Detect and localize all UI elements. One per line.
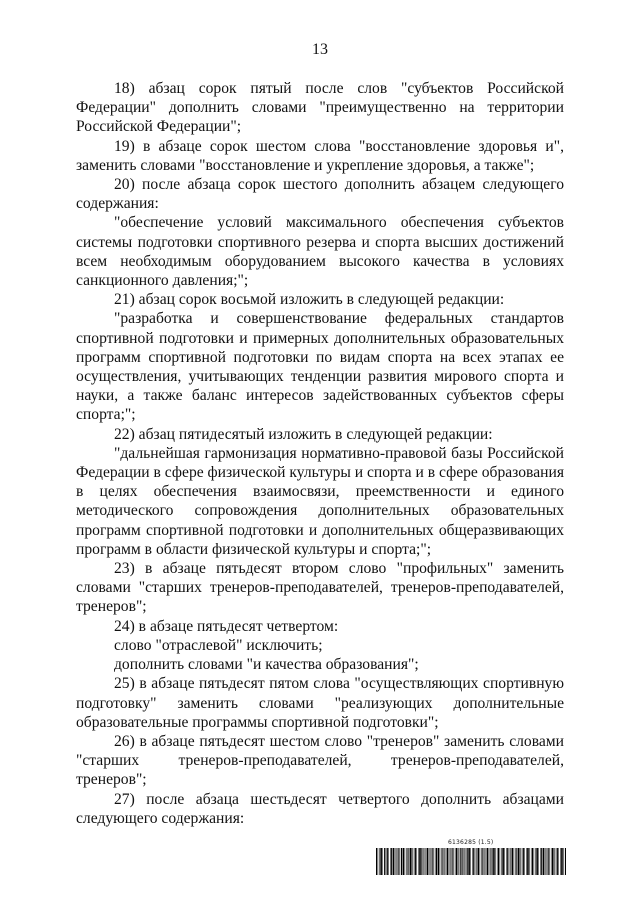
barcode-bar: [450, 848, 451, 875]
barcode-bar: [545, 848, 546, 875]
barcode-bar: [489, 848, 490, 875]
document-body: [76, 79, 564, 828]
paragraph-18: 18) абзац сорок пятый после слов "субъектов Российской Федерации" дополнить словами "преимущественно на территории Российской Федерации";: [76, 80, 564, 136]
barcode-bar: [455, 848, 456, 875]
barcode-bar: [462, 848, 463, 875]
barcode-bar: [378, 848, 379, 875]
barcode-bar: [486, 848, 487, 875]
barcode-bar: [399, 848, 400, 875]
barcode-bar: [520, 848, 521, 875]
barcode-bar: [473, 848, 474, 875]
barcode-bar: [477, 848, 479, 875]
barcode-bar: [509, 848, 510, 875]
barcode-bar: [487, 848, 489, 875]
barcode-bar: [516, 848, 517, 875]
barcode-bar: [386, 848, 387, 875]
barcode-bar: [452, 848, 453, 875]
barcode-bar: [407, 848, 408, 875]
barcode-bar: [506, 848, 507, 875]
barcode-bar: [493, 848, 495, 875]
barcode-bar: [540, 848, 541, 875]
barcode-bar: [453, 848, 454, 875]
barcode-bar: [403, 848, 404, 875]
barcode-bar: [557, 848, 558, 875]
barcode-bar: [415, 848, 416, 875]
barcode-bar: [433, 848, 434, 875]
barcode-bar: [470, 848, 471, 875]
barcode-bar: [514, 848, 515, 875]
barcode-bar: [561, 848, 563, 875]
barcode-bar: [410, 848, 412, 875]
barcode-bar: [497, 848, 498, 875]
barcode-bar: [416, 848, 417, 875]
barcode-bar: [456, 848, 458, 875]
barcode-bar: [388, 848, 389, 875]
barcode-bar: [501, 848, 502, 875]
barcode-bar: [376, 848, 377, 875]
barcode-bar: [515, 848, 516, 875]
barcode-bar: [397, 848, 398, 875]
barcode-bar: [467, 848, 468, 875]
barcode-bar: [380, 848, 382, 875]
barcode-bar: [482, 848, 483, 875]
paragraph-21-quote: "разработка и совершенствование федеральных стандартов спортивной подготовки и примерных дополнительных образовательных программ спортивной подготовки по видам спорта на всех этапах ее осуществления, учитывающих тенденции развития мирового спорта и науки, а также баланс интересов задействованных субъектов сферы спорта;";: [76, 310, 564, 424]
barcode-bar: [461, 848, 462, 875]
barcode-bar: [405, 848, 406, 875]
barcode-bar: [531, 848, 532, 875]
barcode-bar: [527, 848, 529, 875]
barcode-bar: [490, 848, 491, 875]
barcode-bar: [476, 848, 477, 875]
barcode-bar: [423, 848, 424, 875]
barcode-bar: [500, 848, 501, 875]
barcode-bar: [558, 848, 559, 875]
barcode-bar: [432, 848, 433, 875]
barcode-bar: [518, 848, 520, 875]
barcode-bar: [379, 848, 380, 875]
barcode-bar: [498, 848, 499, 875]
barcode-bar: [536, 848, 538, 875]
barcode-bar: [547, 848, 548, 875]
barcode-bar: [534, 848, 535, 875]
barcode-bar: [475, 848, 476, 875]
barcode-bar: [460, 848, 461, 875]
barcode-bar: [524, 848, 525, 875]
barcode-bar: [466, 848, 467, 875]
barcode-bar: [492, 848, 493, 875]
paragraph-22: 22) абзац пятидесятый изложить в следующей редакции:: [114, 425, 493, 443]
barcode-bar: [563, 848, 564, 875]
barcode-bar: [548, 848, 549, 875]
barcode-bar: [532, 848, 533, 875]
paragraph-24-item-2: дополнить словами "и качества образования";: [114, 656, 419, 674]
paragraph-22-quote: "дальнейшая гармонизация нормативно-правовой базы Российской Федерации в сфере физической культуры и спорта и в сфере образования в целях обеспечения взаимосвязи, преемственности и единого методического сопровождения дополнительных образовательных программ спортивной подготовки и дополнительных общеразвивающих программ в области физической культуры и спорта;";: [76, 444, 564, 558]
paragraph-27: 27) после абзаца шестьдесят четвертого дополнить абзацами следующего содержания:: [76, 790, 564, 827]
paragraph-24: 24) в абзаце пятьдесят четвертом:: [114, 617, 339, 635]
barcode-bar: [442, 848, 443, 875]
barcode-bar: [418, 848, 419, 875]
barcode-bar: [406, 848, 407, 875]
barcode-bar: [393, 848, 395, 875]
barcode-bar: [565, 848, 566, 875]
barcode-bar: [441, 848, 442, 875]
barcode-bar: [541, 848, 542, 875]
barcode-bar: [511, 848, 513, 875]
barcode-bar: [401, 848, 403, 875]
paragraph-26: 26) в абзаце пятьдесят шестом слово "тренеров" заменить словами "старших тренеров-преподавателей, тренеров-преподавателей, тренеров";: [76, 732, 564, 789]
barcode-bar: [495, 848, 496, 875]
barcode-bar: [556, 848, 557, 875]
document-code: 6136285 (1.5): [448, 839, 494, 846]
barcode-bar: [414, 848, 415, 875]
barcode-bar: [398, 848, 399, 875]
barcode-bar: [468, 848, 470, 875]
barcode-bar: [427, 848, 429, 875]
barcode-bar: [560, 848, 561, 875]
paragraph-24-item-1: слово "отраслевой" исключить;: [114, 636, 323, 654]
barcode-bar: [412, 848, 413, 875]
barcode-bar: [384, 848, 385, 875]
barcode-bar: [480, 848, 481, 875]
page-number: 13: [312, 41, 328, 58]
barcode-bar: [538, 848, 539, 875]
barcode-bar: [395, 848, 396, 875]
barcode-bar: [436, 848, 437, 875]
barcode-bar: [426, 848, 427, 875]
barcode-bar: [419, 848, 421, 875]
barcode: [376, 848, 566, 875]
paragraph-19: 19) в абзаце сорок шестом слова "восстановление здоровья и", заменить словами "восстановление и укрепление здоровья, а также";: [76, 137, 564, 174]
barcode-bar: [507, 848, 508, 875]
barcode-bar: [543, 848, 545, 875]
paragraph-20: 20) после абзаца сорок шестого дополнить абзацем следующего содержания:: [76, 176, 564, 213]
paragraph-20-quote: "обеспечение условий максимального обеспечения субъектов системы подготовки спортивного резерва и спорта высших достижений всем необходимым оборудованием высокого качества в условиях санкционного давления;";: [76, 214, 564, 290]
barcode-bar: [440, 848, 441, 875]
barcode-bar: [529, 848, 530, 875]
barcode-bar: [549, 848, 550, 875]
barcode-bar: [510, 848, 511, 875]
barcode-bar: [431, 848, 432, 875]
barcode-bar: [522, 848, 523, 875]
barcode-bar: [449, 848, 450, 875]
barcode-bar: [535, 848, 536, 875]
barcode-bar: [554, 848, 555, 875]
paragraph-21: 21) абзац сорок восьмой изложить в следующей редакции:: [114, 291, 505, 309]
barcode-bar: [421, 848, 422, 875]
barcode-bar: [435, 848, 436, 875]
barcode-bar: [552, 848, 554, 875]
barcode-bar: [425, 848, 426, 875]
paragraph-25: 25) в абзаце пятьдесят пятом слова "осуществляющих спортивную подготовку" заменить словами "реализующих дополнительные образовательные программы спортивной подготовки";: [76, 675, 564, 731]
barcode-bar: [446, 848, 447, 875]
barcode-bar: [464, 848, 465, 875]
barcode-bar: [472, 848, 473, 875]
barcode-bar: [526, 848, 527, 875]
barcode-bar: [523, 848, 524, 875]
barcode-bar: [444, 848, 445, 875]
barcode-bar: [438, 848, 440, 875]
barcode-bar: [429, 848, 430, 875]
barcode-bar: [447, 848, 449, 875]
barcode-bar: [502, 848, 504, 875]
barcode-bar: [387, 848, 388, 875]
barcode-bar: [481, 848, 482, 875]
barcode-bar: [408, 848, 409, 875]
barcode-bar: [382, 848, 383, 875]
barcode-bar: [390, 848, 391, 875]
barcode-bar: [391, 848, 392, 875]
barcode-bar: [484, 848, 485, 875]
barcode-bar: [458, 848, 459, 875]
barcode-bar: [504, 848, 505, 875]
paragraph-23: 23) в абзаце пятьдесят втором слово "профильных" заменить словами "старших тренеров-преподавателей, тренеров-преподавателей, тренеров";: [76, 560, 564, 616]
barcode-bar: [551, 848, 552, 875]
